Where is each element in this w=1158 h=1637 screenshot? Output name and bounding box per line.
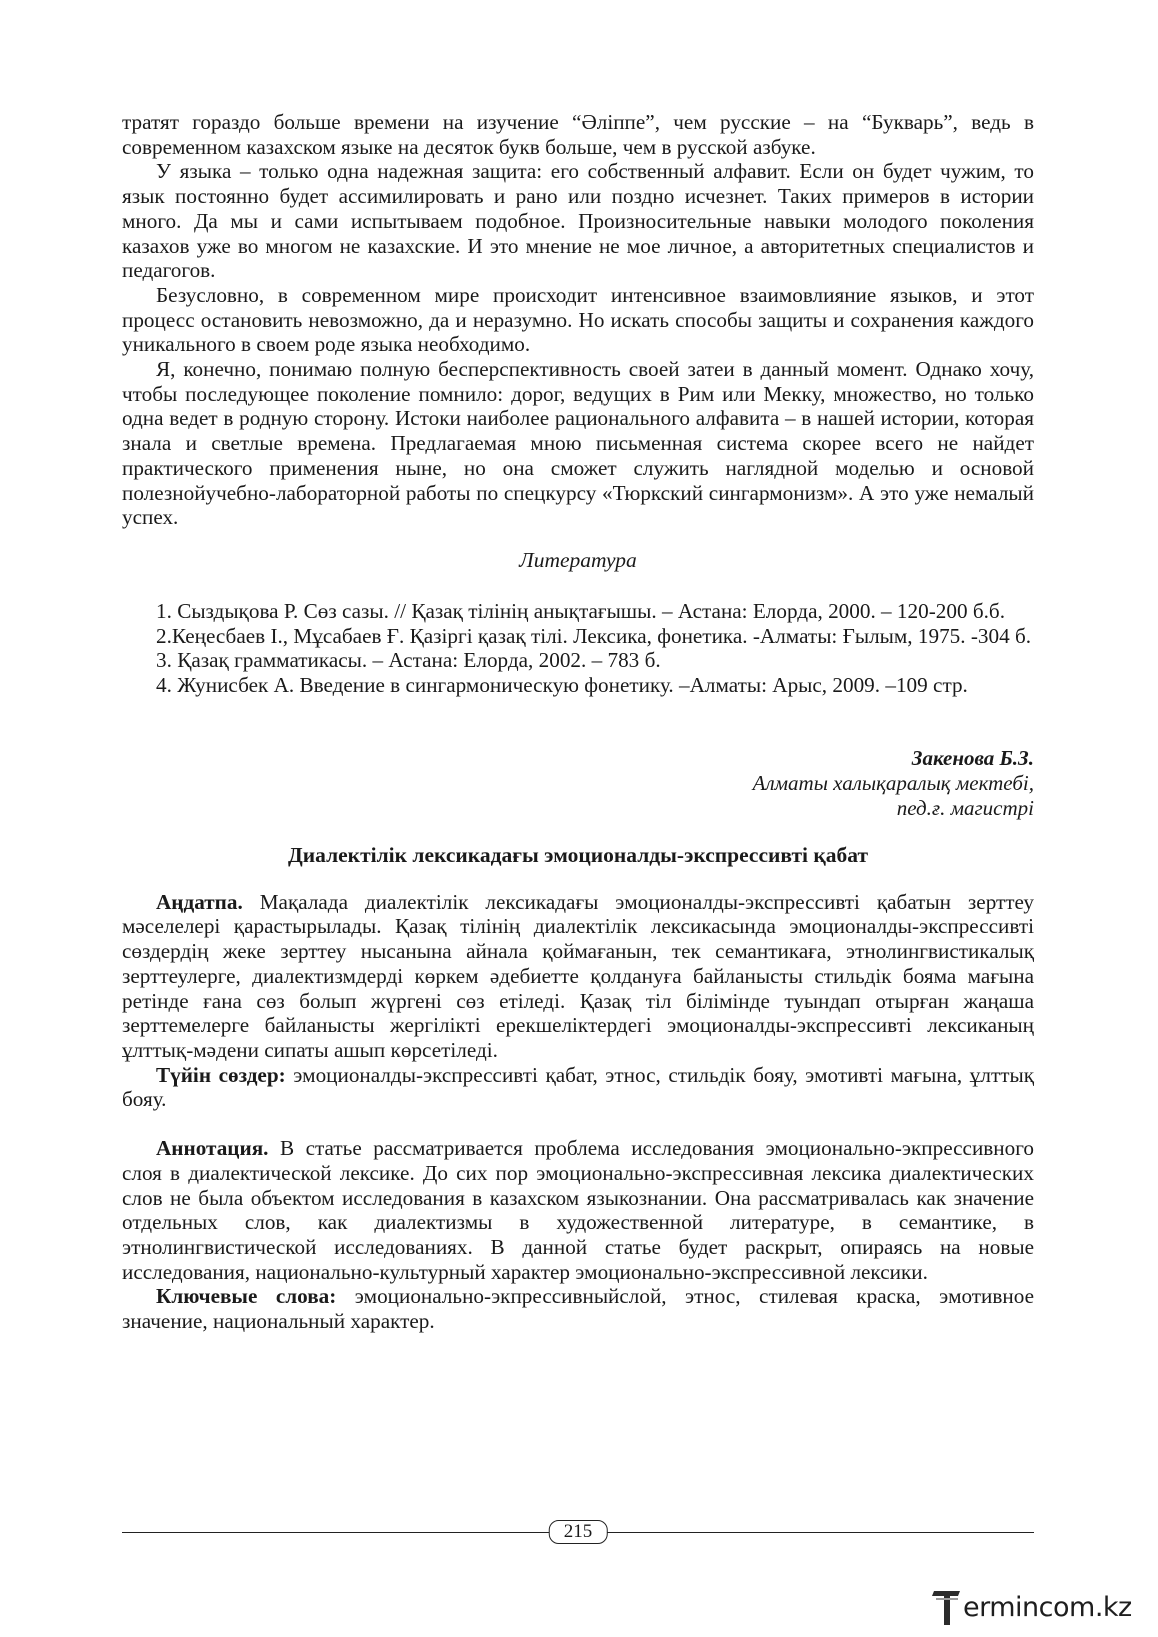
page-footer <box>122 1520 1034 1546</box>
author-name: Закенова Б.З. <box>911 745 1034 770</box>
kz-abstract-text: Мақалада диалектілік лексикадағы эмоционалды-экспрессивті қабатын зерттеу мәселелері қарастырылады. Қазақ тілінің диалектілік лексикасында эмоционалды-экспрессивті сөздердің жеке зерттеу нысанына айнала қоймағанын, тек семантикаға, этнолингвистикалық зерттеулерге, диалектизмдерді көркем әдебиетте қолдануға байланысты стильдік бояма мағына ретінде ғана сөз болып жүргені сөз етіледі. Қазақ тіл білімінде туындап отырған жаңаша зерттемелерге байланысты жергілікті ерекшеліктердегі эмоционалды-экспрессивті лексиканың ұлттық-мәдени сипаты ашып көрсетіледі. <box>122 889 1034 1062</box>
body-paragraph-1: тратят гораздо больше времени на изучение “Әліппе”, чем русские – на “Букварь”, ведь в современном казахском языке на десяток букв больше, чем в русской азбуке. <box>122 110 1034 159</box>
kz-keywords <box>122 1063 1034 1112</box>
kz-keywords-text: эмоционалды-экспрессивті қабат, этнос, стильдік бояу, эмотивті мағына, ұлттық бояу. <box>122 1062 1034 1112</box>
kz-abstract-label: Аңдатпа. <box>156 889 243 914</box>
ru-keywords <box>122 1284 1034 1333</box>
body-paragraph-2: У языка – только одна надежная защита: его собственный алфавит. Если он будет чужим, то язык постоянно будет ассимилировать и рано или поздно исчезнет. Таких примеров в истории много. Да мы и сами испытываем подобное. Произносительные навыки молодого поколения казахов уже во многом не казахские. И это мнение не мое личное, а авторитетных специалистов и педагогов. <box>122 159 1034 283</box>
kz-abstract <box>122 890 1034 1063</box>
author-affiliation: Алматы халықаралық мектебі, <box>752 770 1034 795</box>
body-paragraph-3: Безусловно, в современном мире происходит интенсивное взаимовлияние языков, и этот процесс остановить невозможно, да и неразумно. Но искать способы защиты и сохранения каждого уникального в своем роде языка необходимо. <box>122 282 1034 357</box>
watermark-text: ermincom.kz <box>963 1591 1132 1623</box>
watermark <box>932 1581 1144 1633</box>
ru-abstract-text: В статье рассматривается проблема исследования эмоционально-экпрессивного слоя в диалектической лексике. До сих пор эмоционально-экспрессивная лексика диалектических слов не была объектом исследования в казахском языкознании. Она рассматривалась как значение отдельных слов, как диалектизмы в художественной литературе, в семантике, в этнолингвистической исследованиях. В данной статье будет раскрыт, опираясь на новые исследования, национально-культурный характер эмоционально-экспрессивной лексики. <box>122 1136 1034 1284</box>
page-number: 215 <box>549 1520 608 1544</box>
page-content <box>122 110 1034 1334</box>
termincom-logo-icon <box>932 1587 962 1627</box>
ru-keywords-text: эмоционально-экпрессивныйслой, этнос, стилевая краска, эмотивное значение, национальный характер. <box>122 1284 1034 1334</box>
author-block <box>122 746 1034 821</box>
article-title: Диалектілік лексикадағы эмоционалды-экспрессивті қабат <box>287 842 869 867</box>
body-paragraph-4: Я, конечно, понимаю полную бесперспективность своей затеи в данный момент. Однако хочу, чтобы последующее поколение помнило: дорог, ведущих в Рим или Мекку, множество, но только одна ведет в родную сторону. Истоки наиболее рационального алфавита – в нашей истории, которая знала и светлые времена. Предлагаемая мною письменная система скорее всего не найдет практического применения ныне, но она сможет служить наглядной моделью и основой полезнойучебно-лабораторной работы по спецкурсу «Тюркский сингармонизм». А это уже немалый успех. <box>122 357 1034 530</box>
author-degree: пед.ғ. магистрі <box>896 795 1034 820</box>
reference-item-4: 4. Жунисбек А. Введение в сингармоническую фонетику. –Алматы: Арыс, 2009. –109 стр. <box>156 673 968 698</box>
ru-keywords-label: Ключевые слова: <box>156 1284 337 1309</box>
reference-item-2: 2.Кеңесбаев І., Мұсабаев Ғ. Қазіргі қазақ тілі. Лексика, фонетика. -Алматы: Ғылым, 1975. -304 б. <box>156 623 1032 648</box>
reference-item-3: 3. Қазақ грамматикасы. – Астана: Елорда, 2002. – 783 б. <box>156 648 661 673</box>
spacer <box>122 1112 1034 1136</box>
reference-item-1: 1. Сыздықова Р. Сөз сазы. // Қазақ тілінің анықтағышы. – Астана: Елорда, 2000. – 120-200 б.б. <box>156 598 1005 623</box>
kz-keywords-label: Түйін сөздер: <box>156 1062 286 1087</box>
ru-abstract-label: Аннотация. <box>156 1136 269 1161</box>
literature-heading: Литература <box>519 547 637 572</box>
ru-abstract <box>122 1136 1034 1284</box>
